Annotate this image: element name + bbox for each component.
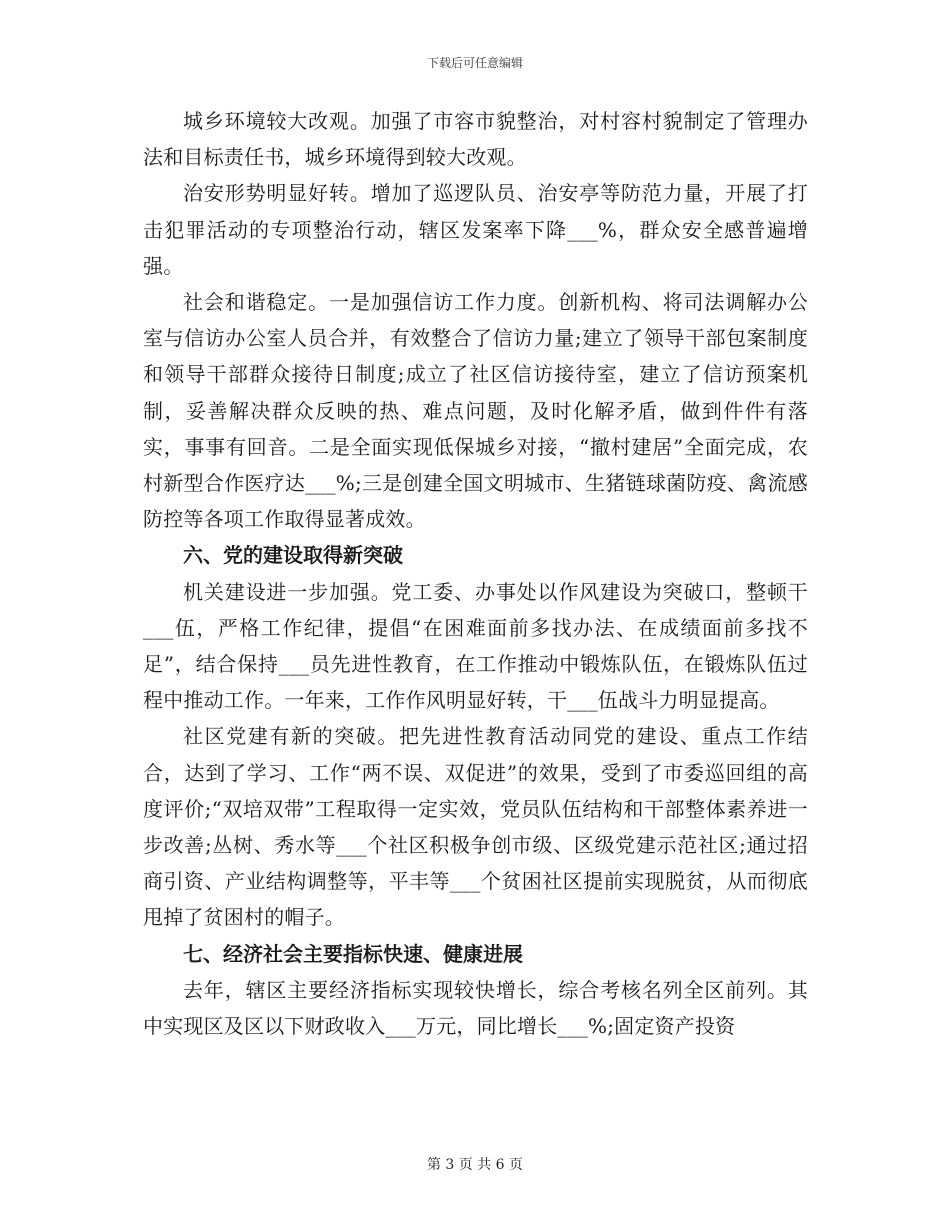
page-number: 第 3 页 共 6 页 <box>426 1157 524 1173</box>
page-header: 下载后可任意编辑 <box>426 56 523 70</box>
paragraph-economic-indicators: 去年，辖区主要经济指标实现较快增长，综合考核名列全区前列。其中实现区及区以下财政收入___万元，同比增长___%;固定资产投资 <box>143 977 808 1039</box>
document-body <box>143 103 808 1044</box>
paragraph-community-party-building: 社区党建有新的突破。把先进性教育活动同党的建设、重点工作结合，达到了学习、工作“两不误、双促进”的效果，受到了市委巡回组的高度评价;“双培双带”工程取得一定实效，党员队伍结构和干部整体素养进一步改善;丛树、秀水等___个社区积极争创市级、区级党建示范社区;通过招商引资、产业结构调整等，平丰等___个贫困社区提前实现脱贫，从而彻底甩掉了贫困村的帽子。 <box>143 724 808 930</box>
paragraph-agency-building: 机关建设进一步加强。党工委、办事处以作风建设为突破口，整顿干___伍，严格工作纪律，提倡“在困难面前多找办法、在成绩面前多找不足”，结合保持___员先进性教育，在工作推动中锻炼队伍，在锻炼队伍过程中推动工作。一年来，工作作风明显好转，干___伍战斗力明显提高。 <box>143 579 808 713</box>
section-heading-7: 七、经济社会主要指标快速、健康进展 <box>183 941 523 966</box>
section-heading-6: 六、党的建设取得新突破 <box>183 543 403 568</box>
paragraph-public-security: 治安形势明显好转。增加了巡逻队员、治安亭等防范力量，开展了打击犯罪活动的专项整治行动，辖区发案率下降___%，群众安全感普遍增强。 <box>143 181 808 278</box>
paragraph-social-harmony: 社会和谐稳定。一是加强信访工作力度。创新机构、将司法调解办公室与信访办公室人员合并，有效整合了信访力量;建立了领导干部包案制度和领导干部群众接待日制度;成立了社区信访接待室，建立了信访预案机制，妥善解决群众反映的热、难点问题，及时化解矛盾，做到件件有落实，事事有回音。二是全面实现低保城乡对接，“撤村建居”全面完成，农村新型合作医疗达___%;三是创建全国文明城市、生猪链球菌防疫、禽流感防控等各项工作取得显著成效。 <box>143 290 808 532</box>
paragraph-environment: 城乡环境较大改观。加强了市容市貌整治，对村容村貌制定了管理办法和目标责任书，城乡环境得到较大改观。 <box>143 109 808 170</box>
